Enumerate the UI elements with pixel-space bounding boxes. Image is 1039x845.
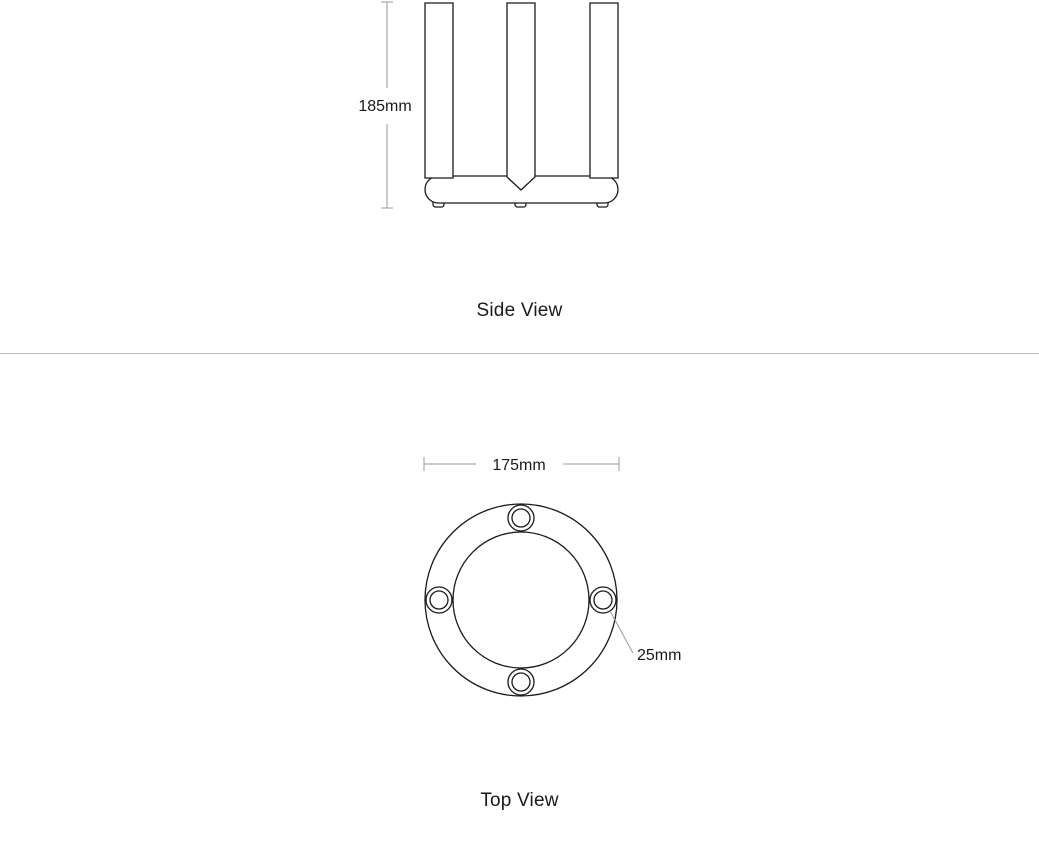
width-dimension	[424, 457, 619, 474]
height-dimension-label: 185mm	[358, 98, 412, 115]
stand-tube-left	[425, 3, 453, 178]
side-view-panel	[0, 0, 1039, 353]
post-diameter-leader-line	[610, 611, 633, 653]
post-top-inner	[512, 509, 530, 527]
top-view-drawing	[0, 354, 1039, 845]
stand-tube-center	[507, 3, 535, 190]
post-diameter-label: 25mm	[637, 647, 682, 664]
post-left	[426, 587, 452, 613]
post-top	[508, 505, 534, 531]
top-view-panel	[0, 354, 1039, 845]
post-right-inner	[594, 591, 612, 609]
post-right	[590, 587, 616, 613]
side-view-caption: Side View	[476, 300, 563, 321]
post-bottom	[508, 669, 534, 695]
post-bottom-inner	[512, 673, 530, 691]
width-dimension-label: 175mm	[492, 457, 546, 474]
height-dimension	[358, 2, 411, 208]
stand-tube-right	[590, 3, 618, 178]
post-left-inner	[430, 591, 448, 609]
base-ring-inner	[453, 532, 589, 668]
post-diameter-callout	[610, 611, 681, 664]
top-view-caption: Top View	[480, 790, 559, 811]
